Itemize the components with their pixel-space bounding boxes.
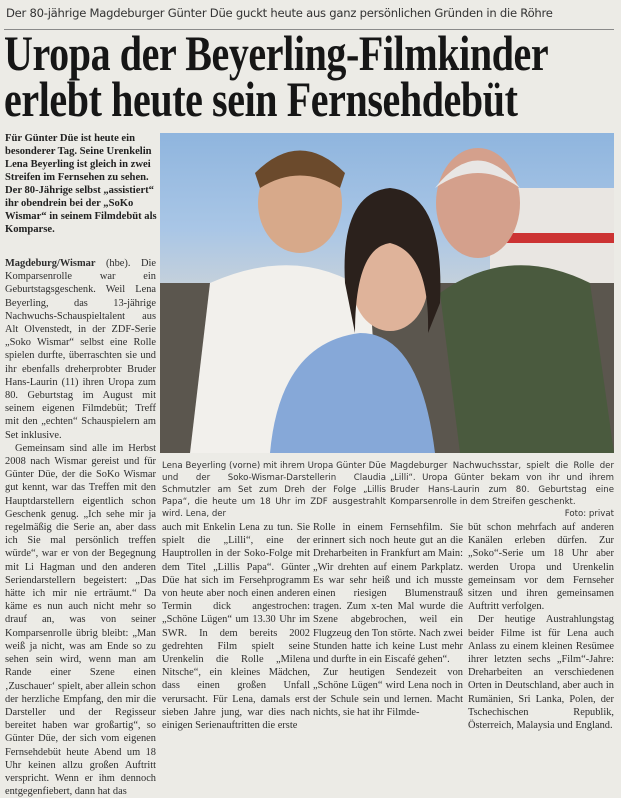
paragraph: auch mit Enkelin Lena zu tun. Sie spielt die „Lilli“, eine der Hauptrollen in der Soko-Folge mit dem Titel „Lillis Papa“. Günter Düe hat sich im Fersehprogramm von heute aber noch einen anderen Termin dick angestrochen: „Schöne Lügen“ um 13.30 Uhr im SWR. In dem bereits 2002 gedrehten Film spielt seine Urenkelin die Rolle „Milena Nitsche“, ein kleines Mädchen, dass einen großen Unfall verursacht. Für Lena, damals erst sieben Jahre jung, war dies nach einigen Serienauftritten die erste xyxy=(162,522,310,732)
photo-image xyxy=(160,133,614,453)
article-column-3 xyxy=(313,521,463,719)
paragraph: Zur heutigen Sendezeit von „Schöne Lügen“ wird Lena noch in der Schule sein und lernen. Macht nichts, sie hat ihr Filmde- xyxy=(313,667,463,718)
dateline: Magdeburg/Wismar xyxy=(5,258,96,269)
paragraph: Gemeinsam sind alle im Herbst 2008 nach Wismar gereist und für Günter Düe, der die SoKo Wismar gut kennt, war das Treffen mit den Hauptdarstellern eigentlich schon Geschenk genug. „Ich sehe mir ja regelmäßig die Serie an, aber dass ich Sie mal persönlich treffen würde“, war er von der Begegnung mit Li Hagman und den anderen Seriendarstellern begeistert: „Das hätte ich mir nie erträumt.“ Da käme es nun auch nicht mehr so drauf an, was von seiner Komparsenrolle übrig bleibt: „Man weiß ja nicht, was am Ende so zu sehen sein wird, wenn man am Rande einer Szene einen ‚Zuschauer‘ spielt, aber allein schon der herzliche Empfang, den mir die Darsteller und der Regisseur bereitet haben war großartig“, so Günter Düe, der sich vom eigenen Fernsehdebüt heute Abend um 18 Uhr keinen allzu großen Auftritt verspricht. Wenn er ihm dennoch entgegenfiebert, dann hat das xyxy=(5,442,156,798)
headline-line-2: erlebt heute sein Fernsehdebüt xyxy=(4,71,518,127)
paragraph: büt schon mehrfach auf anderen Kanälen erleben dürfen. Zur „Soko“-Serie um 18 Uhr aber werden Uropa und Urenkelin gemeinsam vor dem Fernseher sitzen und ihren gemeinsamen Auftritt verfolgen. xyxy=(468,522,614,613)
paragraph-text: (hbe). Die Komparsenrolle war ein Geburtstagsgeschenk. Weil Lena Beyerling, das 13-jährige Nachwuchs-Schauspieltalent aus Alt Olvenstedt, in der ZDF-Serie „Soko Wismar“ selbst eine Rolle spielen durfte, überraschten sie und ihr ebenfalls dreherprobter Bruder Hans-Laurin (11) ihren Uropa zum 80. Geburtstag im August mit seinem eigenen Filmdebüt; Treff mit den „echten“ Schauspielern am Set inklusive. xyxy=(5,258,156,441)
headline xyxy=(4,25,549,127)
photo-credit: Foto: privat xyxy=(564,509,614,519)
article-column-1 xyxy=(5,257,156,798)
article-column-4 xyxy=(468,521,614,732)
article-column-2 xyxy=(162,521,310,732)
man-shirt xyxy=(440,265,614,453)
photo-caption-right xyxy=(390,460,614,520)
paragraph: Rolle in einem Fernsehfilm. Sie erinnert sich noch heute gut an die Dreharbeiten in Frankfurt am Main: „Wir drehten auf einem Parkplatz. Es war sehr heiß und ich musste einen riesigen Blumenstrauß tragen. Zum x-ten Mal wurde die Szene abgebrochen, weil ein Flugzeug den Ton störte. Nach zwei Stunden hatte ich keine Lust mehr und durfte in ein Eiscafé gehen“. xyxy=(313,522,463,666)
photo xyxy=(160,133,614,453)
paragraph xyxy=(5,257,156,442)
paragraph: Der heutige Austrahlungstag beider Filme ist für Lena auch Anlass zu einem kleinen Resümee ihrer letzten sechs „Film“-Jahre: Dreharbeiten an verschiedenen Orten in Deutschland, aber auch in Rumänien, Sri Lanka, Polen, der Tschechischen Republik, Österreich, Malaysia und England. xyxy=(468,614,614,732)
headline-line-1: Uropa der Beyerling-Filmkinder xyxy=(4,25,549,81)
photo-caption-left: Lena Beyerling (vorne) mit ihrem Uropa Günter Düe und der Soko-Wismar-Darstellerin Claudia Schmutzler am Set zum Dreh der Folge „Lillis Papa“, die heute um 18 Uhr im ZDF ausgestrahlt wird. Lena, der xyxy=(162,461,386,519)
intro-lead: Für Günter Düe ist heute ein besonderer Tag. Seine Urenkelin Lena Beyerling ist gleich in zwei Streifen im Fernsehen zu sehen. Der 80-Jährige selbst „assistiert“ ihr obendrein bei der „SoKo Wismar“ in seinem Filmdebüt als Komparse. xyxy=(5,133,157,235)
caption-text: Magdeburger Nachwuchsstar, spielt die Rolle der „Lilli“. Uropa Günter bekam von ihr und ihrem Bruder Hans-Laurin zum 80. Geburtstag eine Komparsenrolle in dem Streifen geschenkt. xyxy=(390,461,614,507)
kicker: Der 80-jährige Magdeburger Günter Düe guckt heute aus ganz persönlichen Gründen in die Röhre xyxy=(6,6,553,20)
